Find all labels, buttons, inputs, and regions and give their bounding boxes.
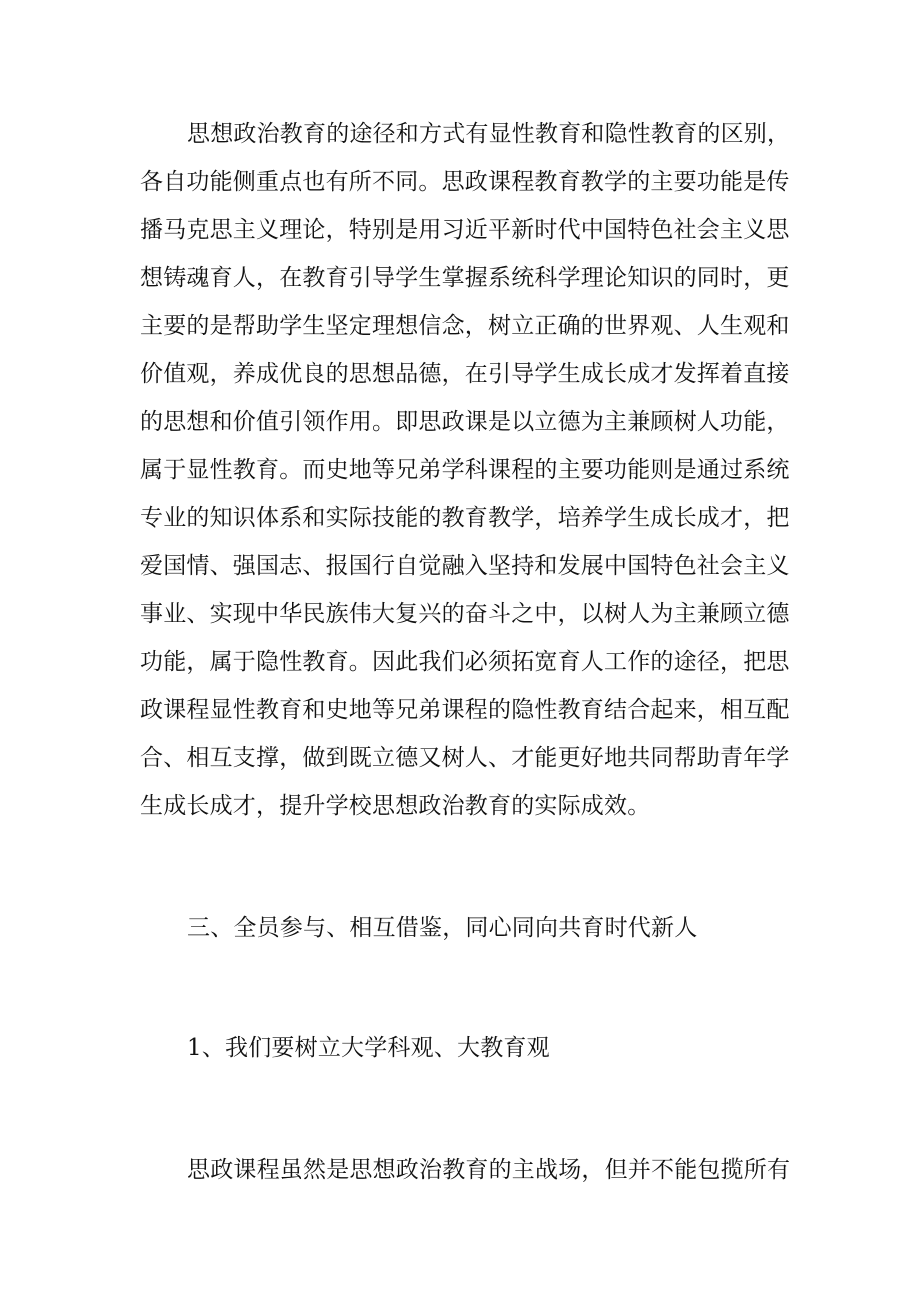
paragraph-1-line: 爱国情、强国志、报国行自觉融入坚持和发展中国特色社会主义 — [140, 553, 790, 579]
paragraph-1-line: 的思想和价值引领作用。即思政课是以立德为主兼顾树人功能， — [140, 409, 790, 435]
paragraph-1-line: 价值观，养成优良的思想品德，在引导学生成长成才发挥着直接 — [140, 361, 790, 387]
paragraph-1-line: 属于显性教育。而史地等兄弟学科课程的主要功能则是通过系统 — [140, 457, 790, 483]
paragraph-1-line: 合、相互支撑，做到既立德又树人、才能更好地共同帮助青年学 — [140, 745, 790, 771]
paragraph-1-line: 播马克思主义理论，特别是用习近平新时代中国特色社会主义思 — [140, 217, 790, 243]
paragraph-1-line: 政课程显性教育和史地等兄弟课程的隐性教育结合起来，相互配 — [140, 697, 790, 723]
paragraph-1-line: 各自功能侧重点也有所不同。思政课程教育教学的主要功能是传 — [140, 169, 790, 195]
paragraph-1-line: 功能，属于隐性教育。因此我们必须拓宽育人工作的途径，把思 — [140, 649, 790, 675]
paragraph-1-line: 专业的知识体系和实际技能的教育教学，培养学生成长成才，把 — [140, 505, 790, 531]
paragraph-1-line: 主要的是帮助学生坚定理想信念，树立正确的世界观、人生观和 — [140, 313, 790, 339]
paragraph-1-line: 生成长成才，提升学校思想政治教育的实际成效。 — [140, 793, 651, 819]
paragraph-2-line: 思政课程虽然是思想政治教育的主战场，但并不能包揽所有 — [187, 1157, 791, 1183]
paragraph-1-line: 想铸魂育人，在教育引导学生掌握系统科学理论知识的同时，更 — [140, 265, 790, 291]
paragraph-1-line: 事业、实现中华民族伟大复兴的奋斗之中，以树人为主兼顾立德 — [140, 601, 790, 627]
paragraph-1-line: 思想政治教育的途径和方式有显性教育和隐性教育的区别， — [187, 121, 791, 147]
section-heading: 三、全员参与、相互借鉴，同心同向共育时代新人 — [187, 915, 698, 941]
sub-heading: 1、我们要树立大学科观、大教育观 — [187, 1035, 550, 1061]
